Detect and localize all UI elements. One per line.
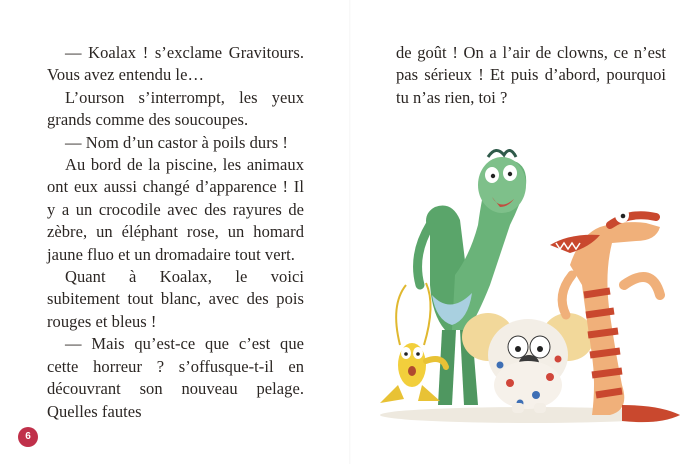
- paragraph-5: Quant à Koalax, le voici subitement tout blanc, avec des pois rouges et bleus !: [47, 267, 304, 331]
- paragraph-2: L’ourson s’interrompt, les yeux grands comme des soucoupes.: [47, 87, 304, 130]
- koala-figure: [462, 313, 594, 413]
- page-number-badge: 6: [18, 427, 38, 447]
- right-page-text: [396, 42, 666, 109]
- paragraph-3: — Nom d’un castor à poils durs !: [65, 132, 288, 152]
- paragraph-continued: de goût ! On a l’air de clowns, ce n’est pas sérieux ! Et puis d’abord, pourquoi tu n’as rien, toi ?: [396, 43, 666, 107]
- page-gutter: [349, 0, 351, 464]
- paragraph-4: Au bord de la piscine, les animaux ont eux aussi changé d’apparence ! Il y a un crocodile avec des rayures de zèbre, un éléphant rose, un homard jaune fluo et un dromadaire tout vert.: [47, 155, 304, 264]
- crocodile-figure: [550, 207, 680, 422]
- animal-illustration: [360, 115, 700, 445]
- paragraph-6: — Mais qu’est-ce que c’est que cette horreur ? s’offusque-t-il en découvrant son nouveau pelage. Quelles fautes: [47, 334, 304, 421]
- left-page-text: [47, 42, 304, 423]
- paragraph-1: — Koalax ! s’exclame Gravitours. Vous avez entendu le…: [47, 43, 304, 85]
